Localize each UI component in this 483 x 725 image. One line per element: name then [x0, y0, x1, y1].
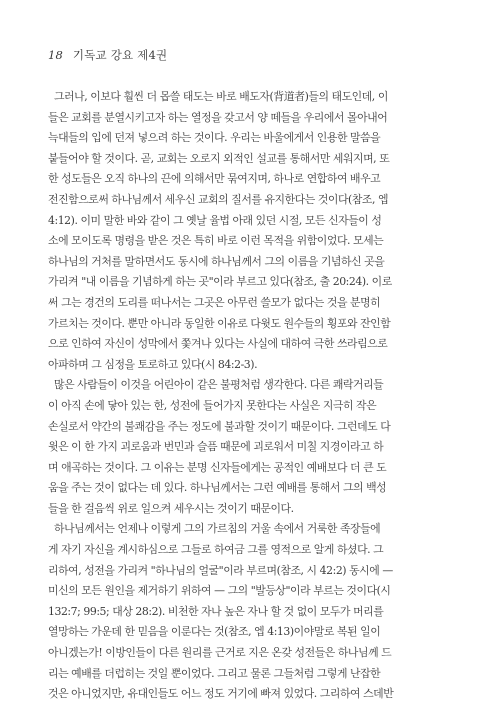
page-header: [48, 47, 167, 63]
text-line: 전진함으로써 하나님께서 세우신 교회의 질서를 유지한다는 것이다(참조, 엡: [48, 192, 389, 206]
text-line: 윗은 이 한 가지 괴로움과 번민과 슬픔 때문에 괴로워서 미칠 지경이라고 하: [48, 440, 384, 454]
page-number: 18: [48, 48, 64, 62]
text-line: 써 그는 경건의 도리를 떠나서는 그곳은 아무런 쓸모가 없다는 것을 분명히: [48, 295, 381, 309]
text-line: 그러나, 이보다 훨씬 더 몹쓸 태도는 바로 배도자(背道者)들의 태도인데, 이: [48, 90, 388, 103]
text-line: 하나님께서는 언제나 이렇게 그의 가르침의 거울 속에서 거룩한 족장들에: [48, 522, 381, 536]
text-line: 들은 교회를 분열시키고자 하는 열정을 갖고서 양 떼들을 우리에서 몰아내어: [48, 110, 388, 124]
text-line: 하나님의 거처를 말하면서도 동시에 하나님께서 그의 이름을 기념하신 곳을: [48, 254, 385, 268]
text-line: 아니겠는가! 이방인들이 다른 원리를 근거로 지은 온갖 성전들은 하나님께 드: [48, 646, 392, 660]
text-line: 것은 아니었지만, 유대인들도 어느 정도 거기에 빠져 있었다. 그리하여 스데반: [48, 687, 394, 701]
text-line: 으로 인하여 자신이 성막에서 쫓겨나 있다는 사실에 대하여 극한 쓰라림으로: [48, 337, 388, 351]
text-line: 게 자기 자신을 계시하심으로 그들로 하여금 그를 영적으로 알게 하셨다. 그: [48, 543, 384, 557]
text-line: 늑대들의 입에 던져 넣으려 하는 것이다. 우리는 바울에게서 인용한 말씀을: [48, 131, 381, 145]
text-line: 열망하는 가운데 한 믿음을 이룬다는 것(참조, 엡 4:13)이야말로 복된 일이: [48, 625, 381, 639]
text-line: 아파하며 그 심정을 토로하고 있다(시 84:2-3).: [48, 357, 258, 371]
text-line: 붙들어야 할 것이다. 곧, 교회는 오로지 외적인 설교를 통해서만 세워지며, 또: [48, 151, 390, 165]
text-line: 이 아직 손에 닿아 있는 한, 성전에 들어가지 못한다는 사실은 지극히 작은: [48, 398, 377, 412]
text-line: 미신의 모든 원인을 제거하기 위하여 — 그의 "발등상"이라 부르는 것이다(시: [48, 584, 391, 598]
text-line: 한 성도들은 오직 하나의 끈에 의해서만 묶여지며, 하나로 연합하여 배우고: [48, 172, 381, 186]
text-line: 가르치는 것이다. 뿐만 아니라 동일한 이유로 다윗도 원수들의 횡포와 잔인함: [48, 316, 391, 330]
text-line: 132:7; 99:5; 대상 28:2). 비천한 자나 높은 자나 할 것 없이 모두가 머리를: [48, 604, 384, 618]
text-line: 4:12). 이미 말한 바와 같이 그 옛날 율법 아래 있던 시절, 모든 신자들이 성: [48, 213, 382, 227]
text-line: 소에 모이도록 명령을 받은 것은 특히 바로 이런 목적을 위함이었다. 모세는: [48, 234, 384, 248]
text-line: 많은 사람들이 이것을 어린아이 같은 불평처럼 생각한다. 다른 쾌락거리들: [48, 378, 384, 392]
text-line: 들을 한 걸음씩 위로 일으켜 세우시는 것이기 때문이다.: [48, 501, 294, 515]
text-line: 움을 주는 것이 없다는 데 있다. 하나님께서는 그런 예배를 통해서 그의 백성: [48, 481, 387, 495]
text-line: 손실로서 약간의 불쾌감을 주는 정도에 불과할 것이기 때문이다. 그런데도 다: [48, 419, 391, 433]
text-line: 가리켜 "내 이름을 기념하게 하는 곳"이라 부르고 있다(참조, 출 20:24). 이로: [48, 275, 392, 289]
book-title: 기독교 강요 제4권: [72, 48, 168, 62]
text-line: 리는 예배를 더럽히는 것일 뿐이었다. 그리고 물론 그들처럼 그렇게 난잡한: [48, 666, 381, 680]
text-line: 며 애곡하는 것이다. 그 이유는 분명 신자들에게는 공적인 예배보다 더 큰 도: [48, 460, 387, 474]
body-text: [48, 87, 434, 705]
text-line: 리하여, 성전을 가리켜 "하나님의 얼굴"이라 부르며(참조, 시 42:2) 동시에 —: [48, 563, 393, 577]
